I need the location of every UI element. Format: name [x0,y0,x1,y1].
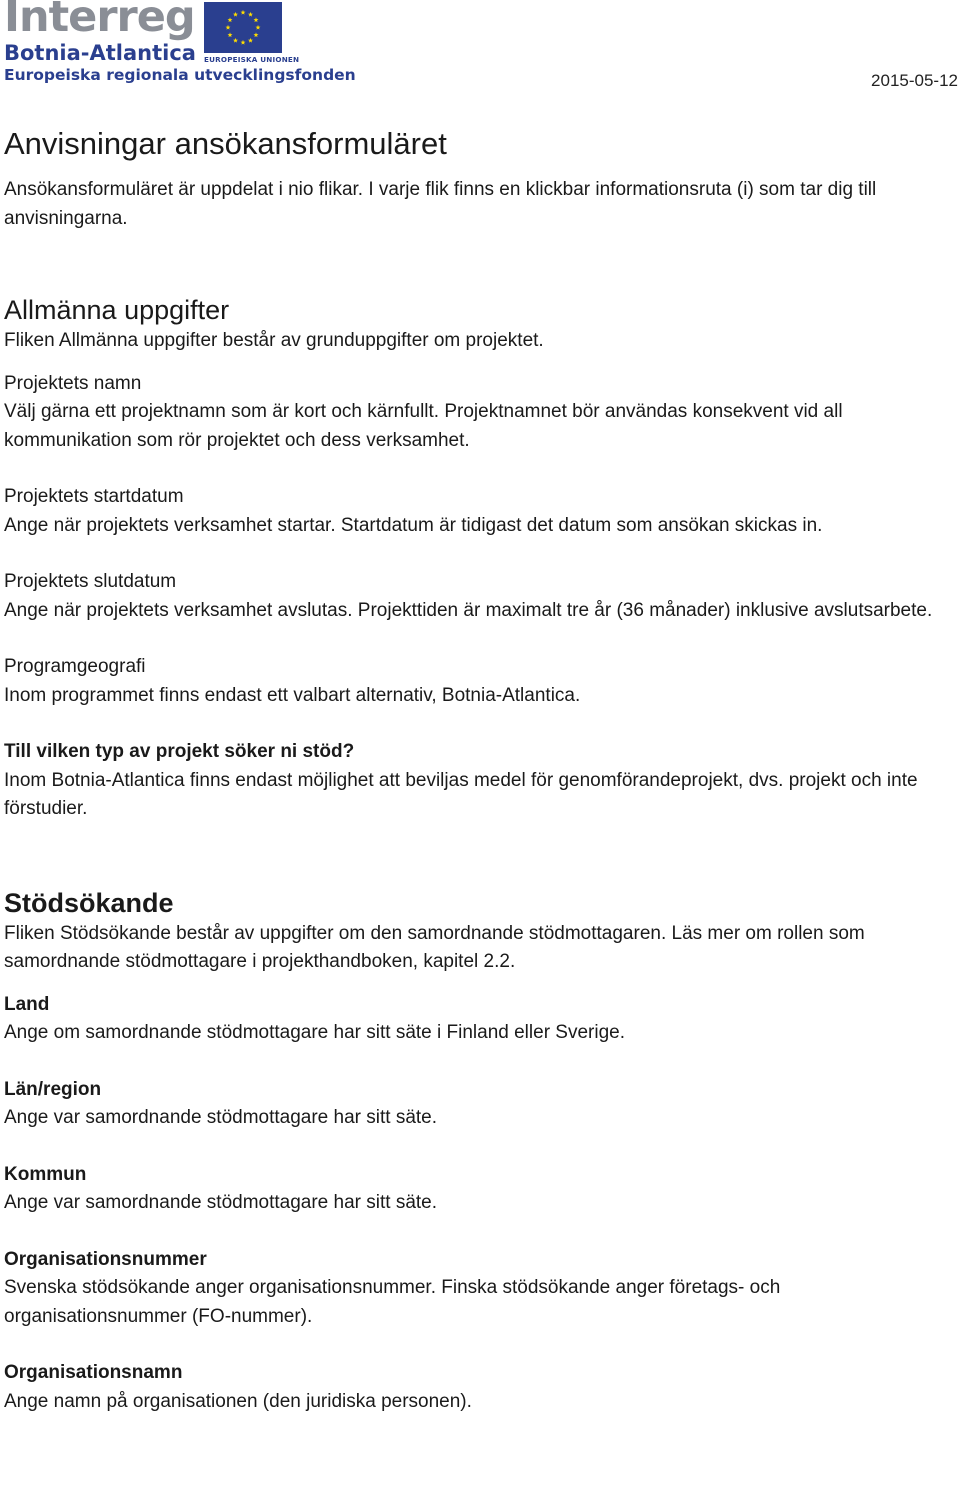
field-label: Kommun [4,1163,87,1185]
field-organisationsnamn [4,1359,956,1416]
field-label: Län/region [4,1078,102,1100]
section-heading: Allmänna uppgifter [4,295,230,325]
eu-star [226,25,231,30]
eu-star [248,38,253,43]
intro-paragraph: Ansökansformuläret är uppdelat i nio flikar. I varje flik finns en klickbar informationsruta (i) som tar dig till anvisningarna. [4,179,877,229]
field-text: Ange när projektets verksamhet startar. Startdatum är tidigast det datum som ansökan skickas in. [4,514,823,536]
field-projektets-slutdatum [4,568,956,625]
field-text: Svenska stödsökande anger organisationsnummer. Finska stödsökande anger företags- och organisationsnummer (FO-nummer). [4,1277,781,1327]
field-text: Ange var samordnande stödmottagare har sitt säte. [4,1107,438,1128]
field-projekttyp [4,738,956,824]
eu-star [241,40,246,45]
logo-fund-name: Europeiska regionala utvecklingsfonden [4,66,356,84]
eu-star [233,38,238,43]
document-date: 2015-05-12 [871,71,958,90]
section-lead: Fliken Allmänna uppgifter består av grunduppgifter om projektet. [4,330,544,351]
section-heading: Stödsökande [4,887,174,918]
field-label: Organisationsnummer [4,1248,207,1270]
section-allmanna-uppgifter [4,293,956,824]
eu-star [228,32,233,37]
field-text: Inom Botnia-Atlantica finns endast möjlighet att beviljas medel för genomförandeprojekt, dvs. projekt och inte förstudier. [4,769,918,819]
field-label: Land [4,993,50,1015]
field-projektets-namn [4,370,956,456]
field-land [4,991,956,1048]
section-lead: Fliken Stödsökande består av uppgifter om den samordnande stödmottagaren. Läs mer om rollen som samordnande stödmottagare i projekthandboken, kapitel 2.2. [4,922,865,972]
document-body [4,124,956,1444]
field-label: Till vilken typ av projekt söker ni stöd? [4,741,355,762]
eu-star [254,32,259,37]
field-kommun [4,1161,956,1218]
eu-star [254,17,259,22]
field-label: Programgeografi [4,656,146,677]
eu-star [233,12,238,17]
field-label: Projektets startdatum [4,486,184,507]
eu-star [256,25,261,30]
eu-label: EUROPEISKA UNIONEN [204,55,300,64]
eu-flag-icon [204,2,282,53]
field-text: Välj gärna ett projektnamn som är kort och kärnfullt. Projektnamnet bör användas konsekvent vid all kommunikation som rör projektet och dess verksamhet. [4,401,843,451]
field-programgeografi [4,653,956,710]
field-text: Ange var samordnande stödmottagare har sitt säte. [4,1192,438,1213]
eu-star [248,12,253,17]
field-lan-region [4,1076,956,1133]
section-stodsokande [4,886,956,1417]
eu-star [241,10,246,15]
field-text: Inom programmet finns endast ett valbart alternativ, Botnia-Atlantica. [4,684,581,706]
field-text: Ange när projektets verksamhet avslutas. Projekttiden är maximalt tre år (36 månader) inklusive avslutsarbete. [4,599,933,621]
logo-program-name: Botnia-Atlantica [4,41,196,65]
interreg-logo [4,0,356,90]
logo-wordmark: Interreg [4,0,195,42]
field-text: Ange namn på organisationen (den juridiska personen). [4,1390,472,1412]
page-title: Anvisningar ansökansformuläret [4,126,447,161]
field-label: Organisationsnamn [4,1362,183,1383]
field-organisationsnummer [4,1246,956,1332]
eu-star [228,17,233,22]
field-label: Projektets slutdatum [4,571,177,592]
field-text: Ange om samordnande stödmottagare har sitt säte i Finland eller Sverige. [4,1022,625,1043]
field-label: Projektets namn [4,372,142,394]
field-projektets-startdatum [4,483,956,540]
